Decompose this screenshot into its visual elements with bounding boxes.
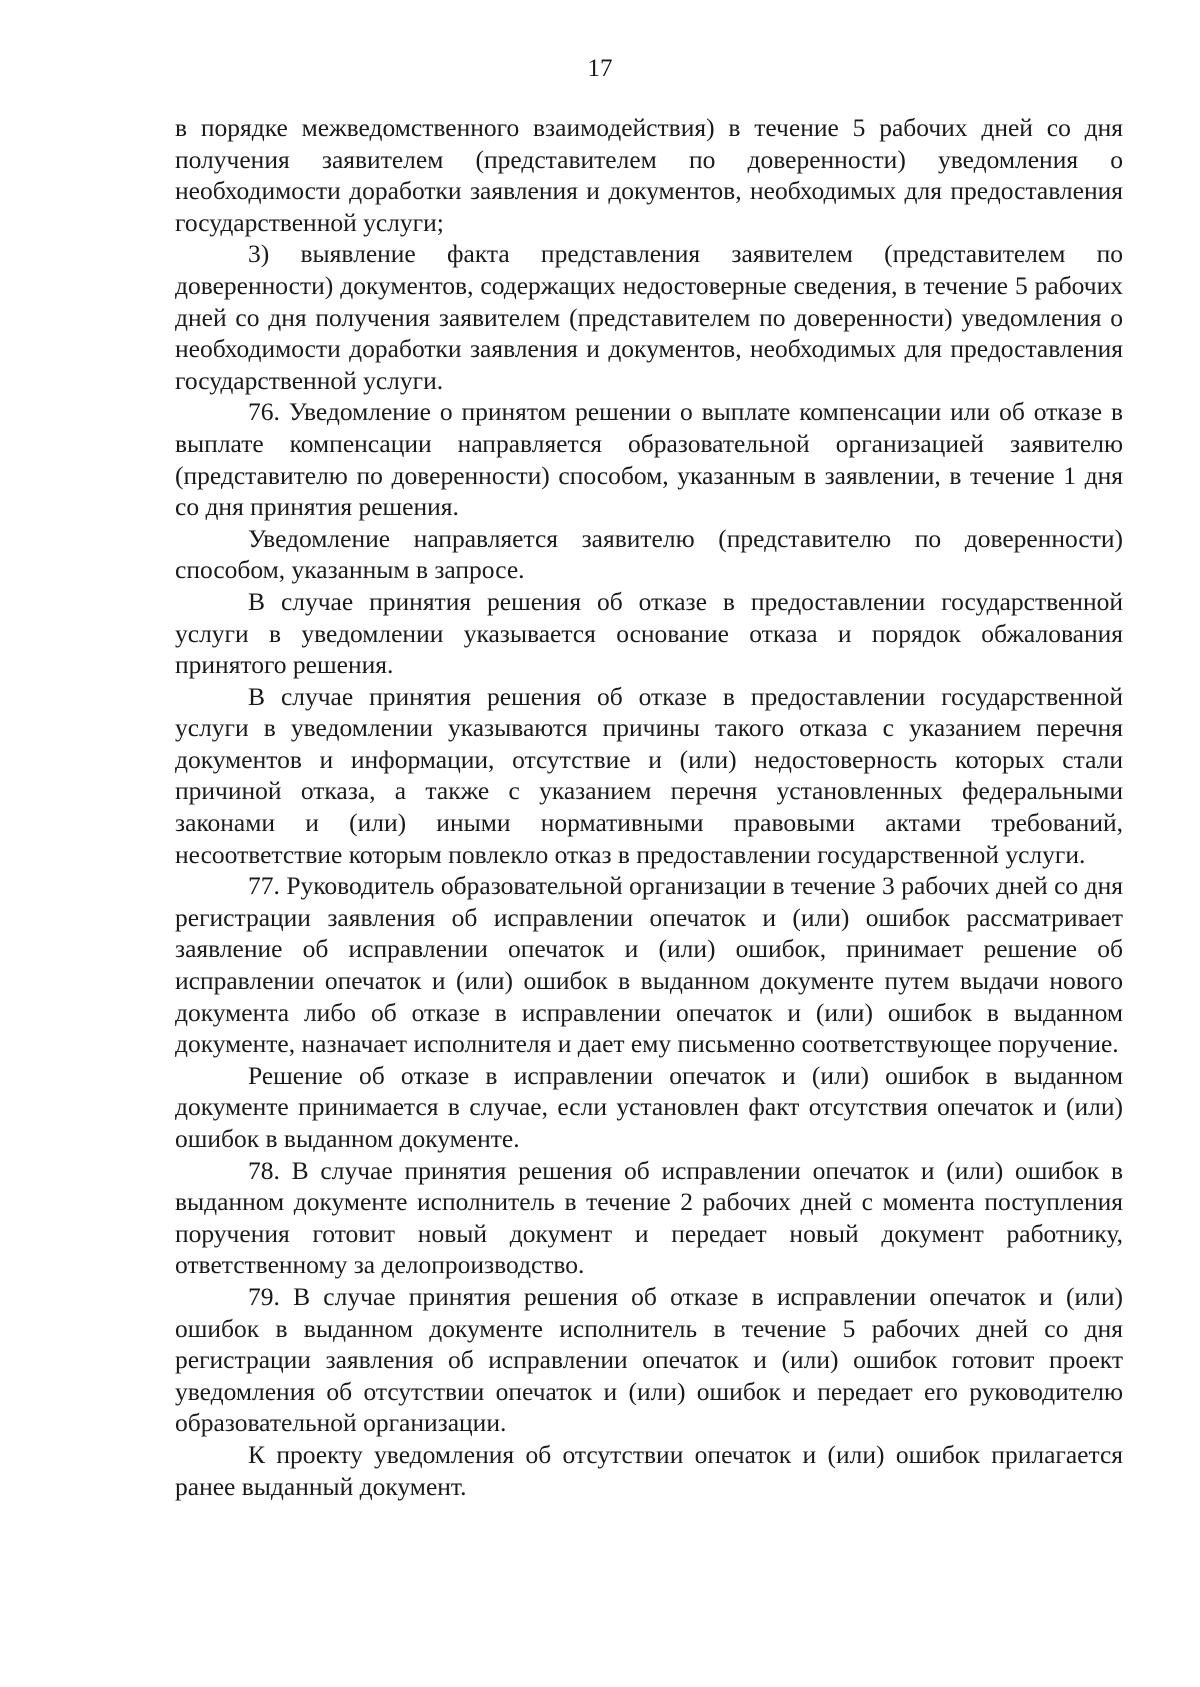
paragraph-correction-refusal: Решение об отказе в исправлении опечаток и (или) ошибок в выданном документе принимается в случае, если установлен факт отсутствия опечаток и (или) ошибок в выданном документе. (175, 1060, 1123, 1153)
paragraph-attachment: К проекту уведомления об отсутствии опечаток и (или) ошибок прилагается ранее выданный документ. (175, 1439, 1123, 1501)
paragraph-78: 78. В случае принятия решения об исправлении опечаток и (или) ошибок в выданном документе исполнитель в течение 2 рабочих дней с момента поступления поручения готовит новый документ и передает новый документ работнику, ответственному за делопроизводство. (175, 1155, 1123, 1280)
document-body (175, 112, 1123, 1502)
paragraph-refusal-reasons: В случае принятия решения об отказе в предоставлении государственной услуги в уведомлении указываются причины такого отказа с указанием перечня документов и информации, отсутствие и (или) недостоверность которых стали причиной отказа, а также с указанием перечня установленных федеральными законами и (или) иными нормативными правовыми актами требований, несоответствие которым повлекло отказ в предоставлении государственной услуги. (175, 681, 1123, 869)
paragraph-refusal-basis: В случае принятия решения об отказе в предоставлении государственной услуги в уведомлении указывается основание отказа и порядок обжалования принятого решения. (175, 586, 1123, 680)
paragraph-item-3: 3) выявление факта представления заявителем (представителем по доверенности) документов, содержащих недостоверные сведения, в течение 5 рабочих дней со дня получения заявителем (представителем по доверенности) уведомления о необходимости доработки заявления и документов, необходимых для предоставления государственной услуги. (175, 239, 1123, 395)
page-number: 17 (587, 55, 613, 82)
paragraph-76: 76. Уведомление о принятом решении о выплате компенсации или об отказе в выплате компенсации направляется образовательной организацией заявителю (представителю по доверенности) способом, указанным в заявлении, в течение 1 дня со дня принятия решения. (175, 397, 1123, 522)
paragraph-79: 79. В случае принятия решения об отказе в исправлении опечаток и (или) ошибок в выданном документе исполнитель в течение 5 рабочих дней со дня регистрации заявления об исправлении опечаток и (или) ошибок готовит проект уведомления об отсутствии опечаток и (или) ошибок и передает его руководителю образовательной организации. (175, 1281, 1123, 1438)
paragraph-continuation: в порядке межведомственного взаимодействия) в течение 5 рабочих дней со дня получения заявителем (представителем по доверенности) уведомления о необходимости доработки заявления и документов, необходимых для предоставления государственной услуги; (175, 113, 1123, 237)
paragraph-77: 77. Руководитель образовательной организации в течение 3 рабочих дней со дня регистрации заявления об исправлении опечаток и (или) ошибок рассматривает заявление об исправлении опечаток и (или) ошибок, принимает решение об исправлении опечаток и (или) ошибок в выданном документе путем выдачи нового документа либо об отказе в исправлении опечаток и (или) ошибок в выданном документе, назначает исполнителя и дает ему письменно соответствующее поручение. (175, 871, 1123, 1059)
paragraph-notification-method: Уведомление направляется заявителю (представителю по доверенности) способом, указанным в запросе. (175, 523, 1123, 585)
